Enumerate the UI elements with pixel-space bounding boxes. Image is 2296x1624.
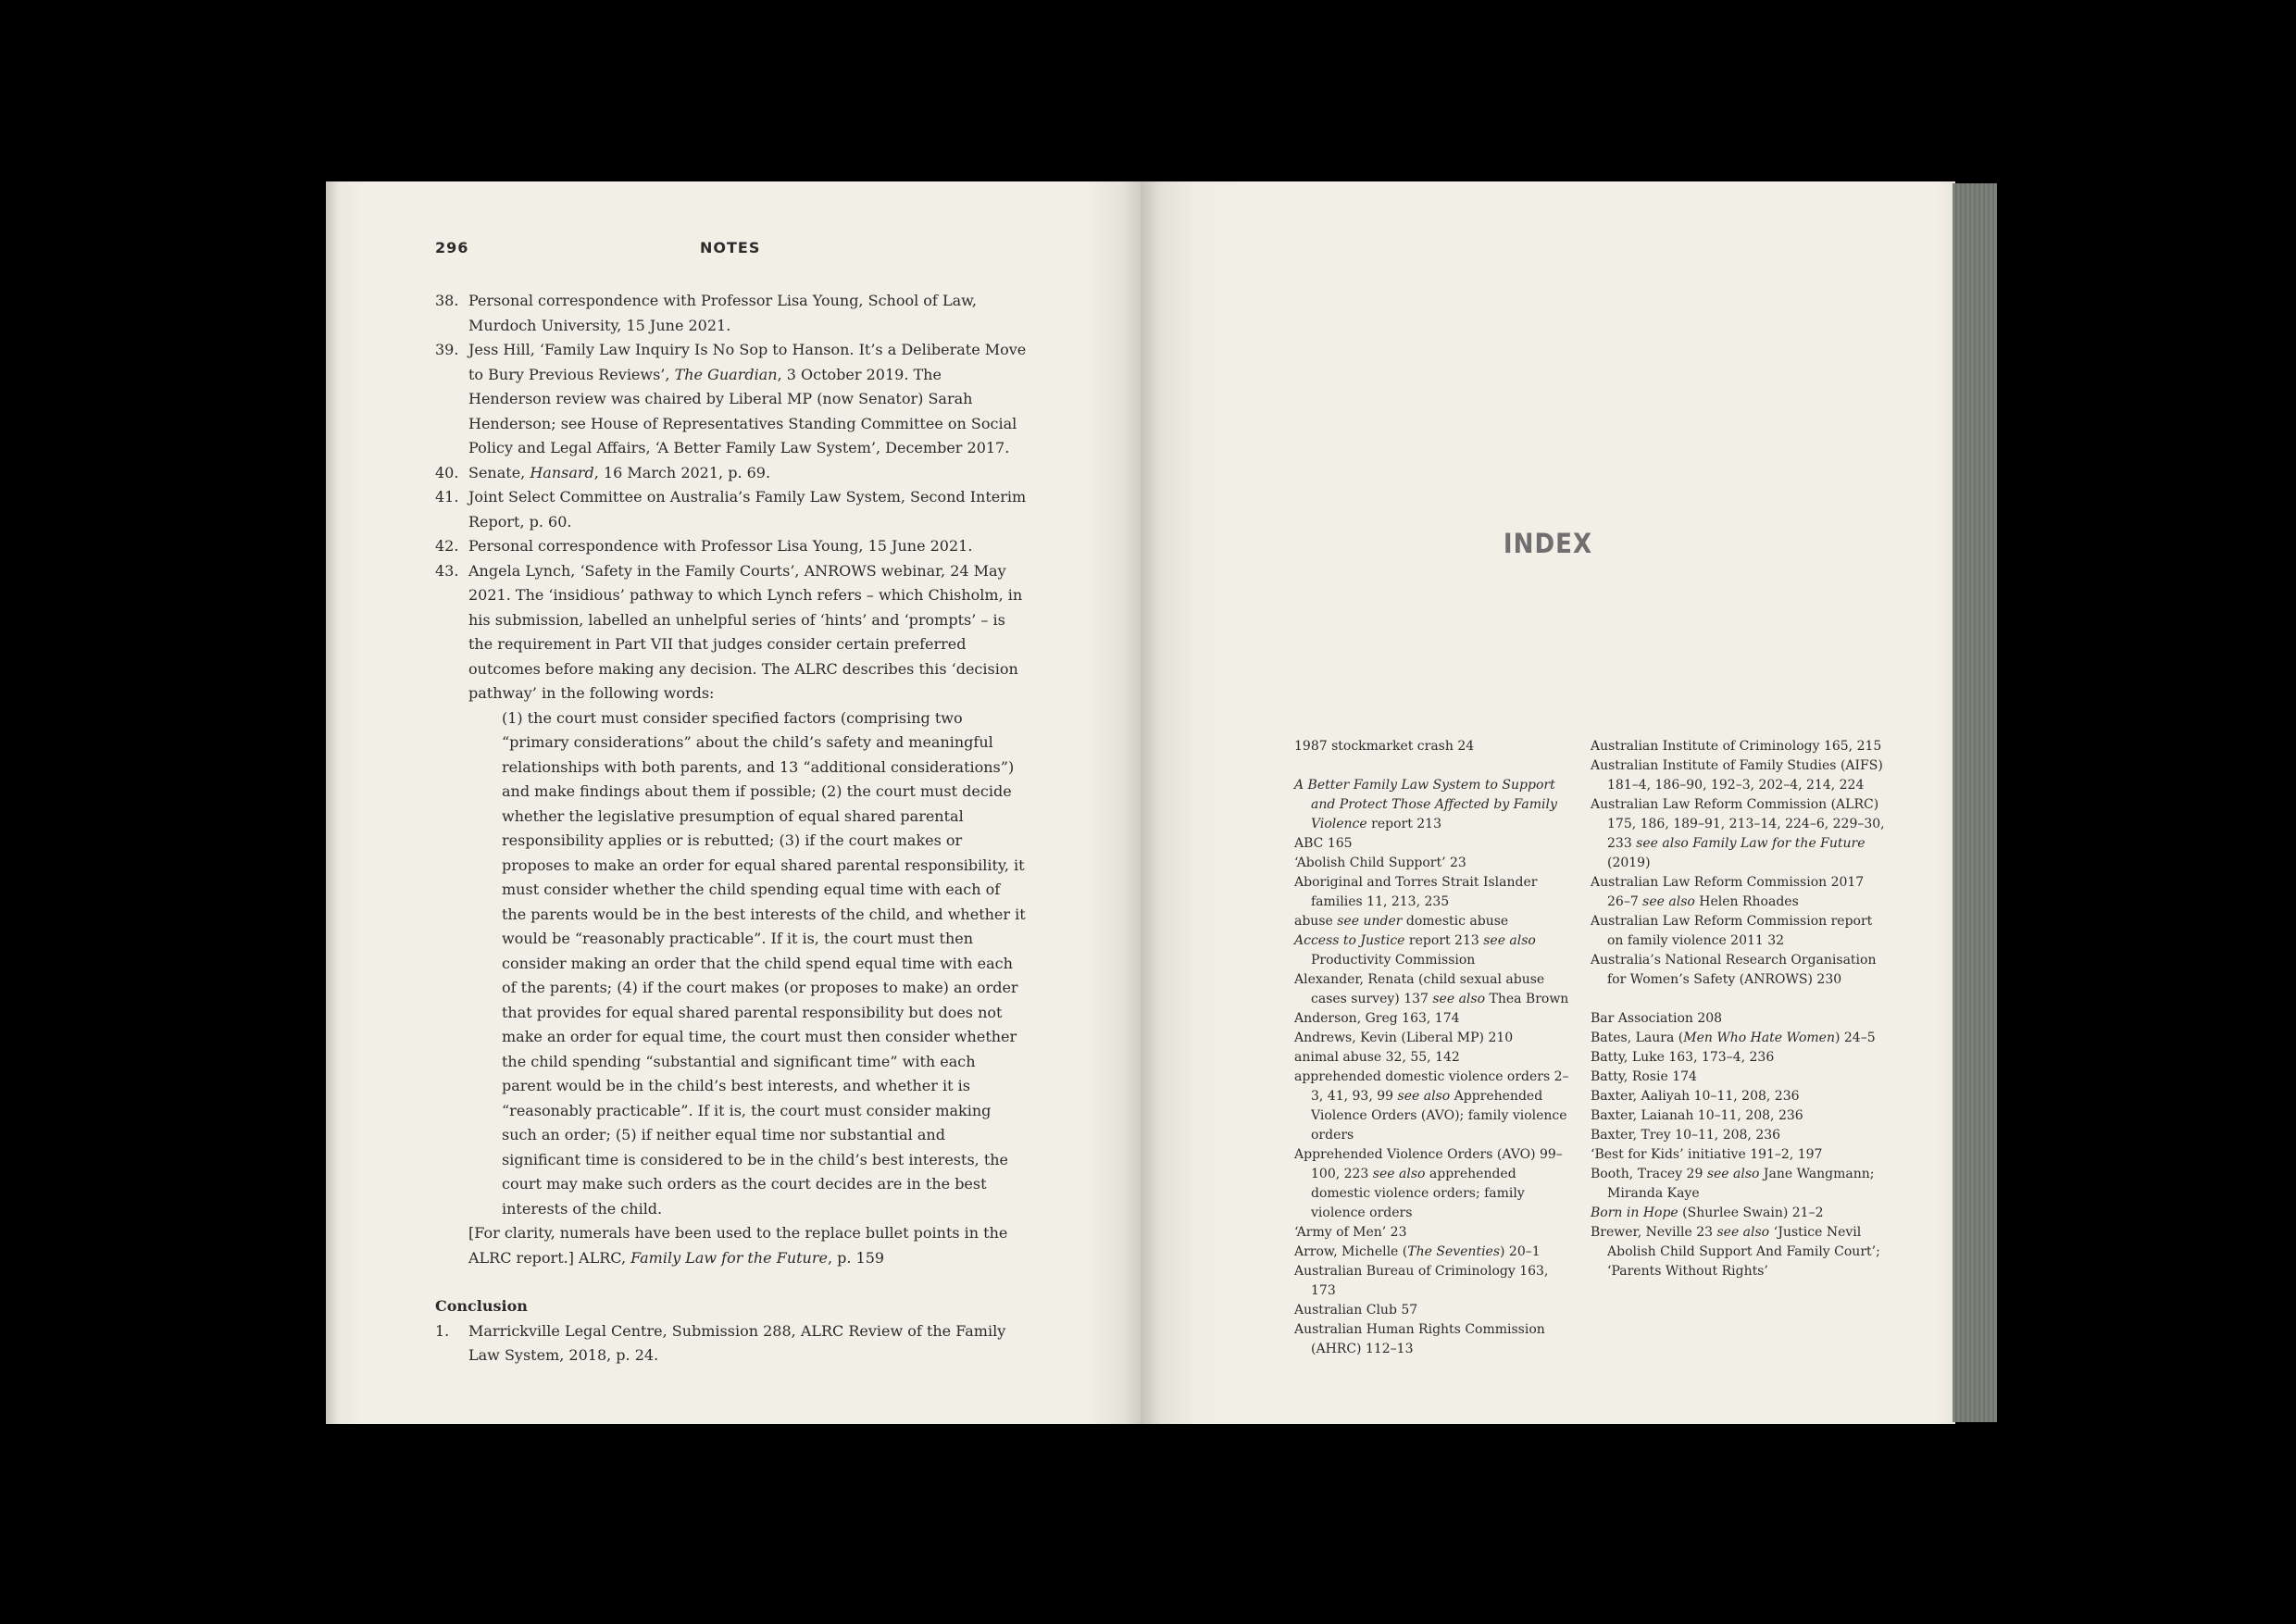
index-entry: Australian Law Reform Commission report on family violence 2011 32 xyxy=(1591,914,1873,948)
note xyxy=(435,289,1028,338)
note-number: 40. xyxy=(435,463,459,481)
note xyxy=(435,559,1028,706)
notes-list xyxy=(435,289,1028,1368)
note-text: Senate, Hansard, 16 March 2021, p. 69. xyxy=(468,463,771,481)
right-page xyxy=(1141,181,1955,1424)
index-entry: Aboriginal and Torres Strait Islander families 11, 213, 235 xyxy=(1294,875,1538,909)
index-entry: Batty, Rosie 174 xyxy=(1591,1069,1697,1084)
index-gap xyxy=(1294,756,1572,776)
conclusion-notes xyxy=(435,1319,1028,1368)
note-number: 42. xyxy=(435,537,459,555)
note-number: 1. xyxy=(435,1321,450,1340)
left-page xyxy=(326,181,1141,1424)
index-gap xyxy=(1591,990,1885,1009)
index-column-1 xyxy=(1294,737,1572,1359)
index-entry: ‘Best for Kids’ initiative 191–2, 197 xyxy=(1591,1147,1823,1162)
index-entry: A Better Family Law System to Support and Protect Those Affected by Family Violence report 213 xyxy=(1294,778,1557,831)
index-entry: ABC 165 xyxy=(1294,836,1353,851)
index-entry: Baxter, Aaliyah 10–11, 208, 236 xyxy=(1591,1089,1800,1104)
index-entry: animal abuse 32, 55, 142 xyxy=(1294,1050,1460,1065)
index-entry: Born in Hope (Shurlee Swain) 21–2 xyxy=(1591,1206,1824,1220)
note-text: Angela Lynch, ‘Safety in the Family Courts’, ANROWS webinar, 24 May 2021. The ‘insidious’ pathway to which Lynch refers – which Chisholm, in his submission, labelled an unhelpful series of ‘hints’ and ‘prompts’ – is the requirement in Part VII that judges consider certain preferred outcomes before making any decision. The ALRC describes this ‘decision pathway’ in the following words: xyxy=(468,561,1023,702)
notes-main xyxy=(435,289,1028,706)
note xyxy=(435,338,1028,461)
index-entry: Booth, Tracey 29 see also Jane Wangmann; Miranda Kaye xyxy=(1591,1167,1875,1201)
block-quote: (1) the court must consider specified factors (comprising two “primary considerations” about the child’s safety and meaningful relationships with both parents, and 13 “additional considerations”) and make findings about them if possible; (2) the court must decide whether the legislative presumption of equal shared parental responsibility applies or is rebutted; (3) if the court makes or proposes to make an order for equal shared parental responsibility, it must consider whether the child spending equal time with each of the parents would be in the best interests of the child, and whether it would be “reasonably practicable”. If it is, the court must then consider making an order that the child spend equal time with each of the parents; (4) if the court makes (or proposes to make) an order that provides for equal shared parental responsibility but does not make an order for equal time, the court must then consider whether the child spending “substantial and significant time” with each parent would be in the child’s best interests, and whether it is “reasonably practicable”. If it is, the court must consider making such an order; (5) if neither equal time nor substantial and significant time is considered to be in the child’s best interests, the court may make such orders as the court decides are in the best interests of the child. xyxy=(502,708,1026,1218)
note-text: Marrickville Legal Centre, Submission 288, ALRC Review of the Family Law System, 2018, p. 24. xyxy=(468,1321,1006,1364)
note-text: Personal correspondence with Professor Lisa Young, 15 June 2021. xyxy=(468,537,973,555)
note xyxy=(435,461,1028,486)
index-entry: ‘Army of Men’ 23 xyxy=(1294,1225,1407,1240)
index-entry: ‘Abolish Child Support’ 23 xyxy=(1294,856,1466,870)
after-quote: [For clarity, numerals have been used to the replace bullet points in the ALRC report.] ALRC, Family Law for the Future, p. 159 xyxy=(468,1224,1008,1267)
index-entry: Australian Human Rights Commission (AHRC) 112–13 xyxy=(1294,1322,1545,1356)
index-entry: Australian Club 57 xyxy=(1294,1303,1418,1318)
running-head: NOTES xyxy=(700,239,761,256)
index-entry: Baxter, Trey 10–11, 208, 236 xyxy=(1591,1128,1781,1143)
index-entry: Bar Association 208 xyxy=(1591,1011,1723,1026)
index-entry: Arrow, Michelle (The Seventies) 20–1 xyxy=(1294,1244,1541,1259)
note xyxy=(435,485,1028,534)
index-entry: Australian Law Reform Commission 2017 26–7 see also Helen Rhoades xyxy=(1591,875,1865,909)
index-entry: Australian Institute of Criminology 165, 215 xyxy=(1591,739,1882,754)
page-edges xyxy=(1953,183,1997,1422)
note xyxy=(435,534,1028,559)
note-number: 38. xyxy=(435,292,459,309)
page-number: 296 xyxy=(435,239,469,256)
conclusion-heading: Conclusion xyxy=(435,1297,528,1315)
index-entry: Apprehended Violence Orders (AVO) 99–100, 223 see also apprehended domestic violence orders; family violence orders xyxy=(1294,1147,1563,1220)
index-entry: Australian Bureau of Criminology 163, 173 xyxy=(1294,1264,1549,1298)
index-entry: Australia’s National Research Organisation for Women’s Safety (ANROWS) 230 xyxy=(1591,953,1877,987)
index-entry: Access to Justice report 213 see also Productivity Commission xyxy=(1294,933,1536,968)
index-entry: Baxter, Laianah 10–11, 208, 236 xyxy=(1591,1108,1803,1123)
note-number: 41. xyxy=(435,488,459,506)
index-entry: Alexander, Renata (child sexual abuse cases survey) 137 see also Thea Brown xyxy=(1294,972,1569,1006)
index-entry: Australian Law Reform Commission (ALRC) 175, 186, 189–91, 213–14, 224–6, 229–30, 233 see also Family Law for the Future (2019) xyxy=(1591,797,1885,870)
index-column-2 xyxy=(1591,737,1885,1281)
note-text: Joint Select Committee on Australia’s Family Law System, Second Interim Report, p. 60. xyxy=(468,488,1027,531)
note-number: 39. xyxy=(435,341,459,358)
index-entry: 1987 stockmarket crash 24 xyxy=(1294,739,1475,754)
index-entry: abuse see under domestic abuse xyxy=(1294,914,1509,929)
note-number: 43. xyxy=(435,561,459,580)
index-title: INDEX xyxy=(1503,528,1593,559)
book-spread xyxy=(326,181,1994,1424)
index-entry: Brewer, Neville 23 see also ‘Justice Nevil Abolish Child Support And Family Court’; ‘Parents Without Rights’ xyxy=(1591,1225,1880,1279)
note-text: Jess Hill, ‘Family Law Inquiry Is No Sop to Hanson. It’s a Deliberate Move to Bury Previous Reviews’, The Guardian, 3 October 2019. The Henderson review was chaired by Liberal MP (now Senator) Sarah Henderson; see House of Representatives Standing Committee on Social Policy and Legal Affairs, ‘A Better Family Law System’, December 2017. xyxy=(468,341,1027,456)
index-entry: apprehended domestic violence orders 2–3, 41, 93, 99 see also Apprehended Violence Orders (AVO); family violence orders xyxy=(1294,1069,1569,1143)
index-entry: Bates, Laura (Men Who Hate Women) 24–5 xyxy=(1591,1031,1876,1045)
conclusion-note xyxy=(435,1319,1028,1368)
index-entry: Batty, Luke 163, 173–4, 236 xyxy=(1591,1050,1775,1065)
index-entry: Australian Institute of Family Studies (AIFS) 181–4, 186–90, 192–3, 202–4, 214, 224 xyxy=(1591,758,1883,793)
index-entry: Andrews, Kevin (Liberal MP) 210 xyxy=(1294,1031,1514,1045)
note-text: Personal correspondence with Professor Lisa Young, School of Law, Murdoch University, 15 June 2021. xyxy=(468,292,977,334)
index-entry: Anderson, Greg 163, 174 xyxy=(1294,1011,1460,1026)
